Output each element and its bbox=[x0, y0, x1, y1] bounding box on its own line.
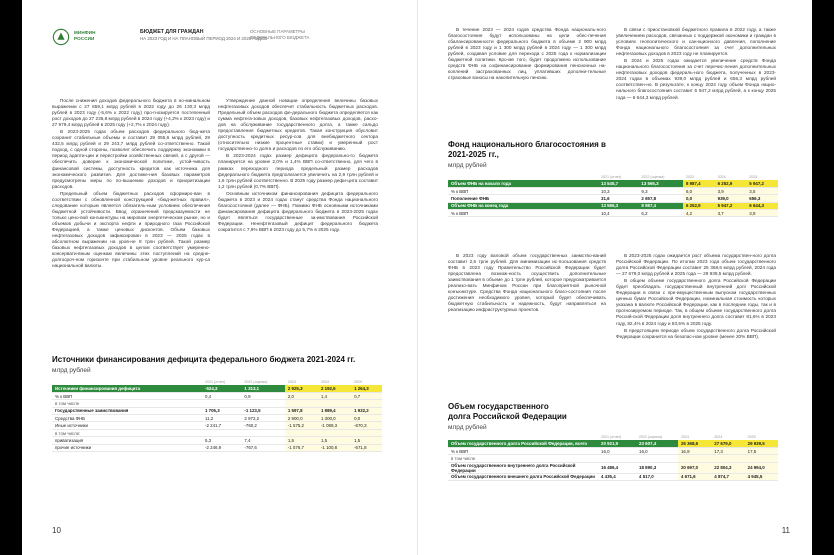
table-header-blank bbox=[448, 432, 598, 440]
table-row-label: Иные источники bbox=[52, 422, 202, 429]
paragraph: В связи с приостановкой бюджетного правила в 2022 году, а также увеличением расходов, связанных с поддержкой экономики и граждан в условиях геополитического и сан-кционного давления, пополнение Фонда национального благосостояния за счет дополнительных нефтегазовых доходов в 2023 году не планируется. bbox=[616, 27, 776, 57]
fnb-table-unit: млрд рублей bbox=[448, 162, 487, 169]
deficit-table-title: Источники финансирования дефицита федерального бюджета 2021-2024 гг. bbox=[52, 355, 356, 364]
fnb-table-title: Фонд национального благосостояния в 2021-2025 гг., bbox=[448, 140, 606, 159]
table-cell: 8 987,4 bbox=[638, 202, 683, 209]
logo-text bbox=[74, 30, 96, 41]
table-cell: 13 565,3 bbox=[598, 202, 638, 209]
table-cell: 27 679,0 bbox=[711, 440, 744, 447]
table-cell bbox=[598, 455, 636, 462]
table-row bbox=[448, 180, 778, 187]
doc-subtitle: НА 2023 ГОД И НА ПЛАНОВЫЙ ПЕРИОД 2024 И 2025 ГОДОВ bbox=[140, 36, 268, 41]
table-cell: 0,9 bbox=[241, 392, 284, 399]
table-row bbox=[448, 462, 778, 473]
table-cell: 939,0 bbox=[715, 195, 747, 202]
table-cell: 17,3 bbox=[711, 447, 744, 454]
paragraph: В 2023-2025 годах объем расходов федерального бюд-жета сохранит стабильные объемы и составит 29 055,6 млрд рублей, 29 432,5 млрд рублей и 29 243,7 млрд рублей со-ответственно. Такой подход, с одной стороны, позволит обеспечить поддержку экономики в период адапти-ции и перестройки хозяйственных связей, а с другой — обеспечить доверие к экономической политике, устой-чивость финансовой системы, доступность кредитов как источника для экономического развития. Для достиже-ния базовых параметров предусмотрены меры по по-вышению доходов и приоритизации расходов. bbox=[52, 129, 210, 189]
right-text-col-2 bbox=[616, 27, 776, 102]
page-number-right: 11 bbox=[781, 526, 790, 535]
paragraph: После снижения доходов федерального бюджета в но-минальном выражении с 27 659,1 млрд рублей в 2022 году до 26 130,3 млрд рублей в 2023 году (-5,6% к 2022 году) про-гнозируется постепенный рост доходов до 27 235,8 млрд рублей в 2024 году (+4,2% к 2023 году) и 27 979,4 млрд рублей в 2025 году (+2,7% к 2024 году). bbox=[52, 98, 210, 128]
section-line-1: ОСНОВНЫЕ ПАРАМЕТРЫ bbox=[250, 29, 306, 34]
table-cell: -760,2 bbox=[241, 422, 284, 429]
table-header-blank bbox=[448, 172, 598, 180]
table-cell: 1 705,3 bbox=[202, 407, 241, 414]
table-row bbox=[52, 407, 382, 414]
table-row bbox=[52, 444, 382, 451]
table-row bbox=[52, 415, 382, 422]
paragraph: В 2023-2025 годах ожидается рост объема государствен-ного долга Российской Федерации. По итогам 2023 года объем государственного долга Российской Федерации составит 25 368,6 млрд рублей, 2024 года — 27 679,0 млрд рублей и 2025 года — 29 939,5 млрд рублей. bbox=[616, 253, 776, 277]
logo-line-1: МИНФИН bbox=[74, 30, 96, 35]
table-cell: -524,3 bbox=[202, 385, 241, 392]
table-year-header: 2022 (оценка) bbox=[639, 435, 663, 440]
table-cell: 1,4 bbox=[318, 392, 351, 399]
table-year-header: 2022 (оценка) bbox=[641, 175, 665, 180]
section-name bbox=[250, 29, 340, 40]
minfin-logo-icon bbox=[52, 28, 70, 46]
table-row-label: Средства ФНБ bbox=[52, 415, 202, 422]
table-cell: -670,3 bbox=[351, 422, 382, 429]
table-cell: 5 947,2 bbox=[715, 202, 747, 209]
table-cell: 1 264,3 bbox=[351, 385, 382, 392]
debt-table-unit: млрд рублей bbox=[448, 424, 487, 431]
table-row-label: % к ВВП bbox=[448, 210, 598, 217]
table-header-row bbox=[448, 172, 778, 180]
table-row-label: Государственные заимствования bbox=[52, 407, 202, 414]
table-cell: 23 607,4 bbox=[636, 440, 678, 447]
table-cell: 6,0 bbox=[683, 187, 715, 194]
table-row bbox=[448, 473, 778, 480]
table-cell: 0,0 bbox=[351, 415, 382, 422]
table-year-header: 2024 bbox=[717, 175, 726, 180]
table-row bbox=[52, 429, 382, 436]
table-row-label: в том числе bbox=[448, 455, 598, 462]
table-row-label: % к ВВП bbox=[52, 392, 202, 399]
table-cell: 2 657,8 bbox=[638, 195, 683, 202]
paragraph: В 2023 году валовой объем государственных заимство-ваний составит 2,6 трлн рублей. Для минимизации ис-пользования средств ФНБ в 2023 году Правительство Российской Федерации будет предоставлена возмож-ность осуществить дополнительные заимствования в объеме до 1 трлн рублей, которое предусматривается реализо-вать Минфином России при благоприятной рыночной конъюнктуре. Средства Фонда национального благо-состояния после достижения необходимого уровня, который будет обеспечивать бюджетную стабильность и надежность, будут направляться на реализацию инфраструктурных проектов. bbox=[448, 253, 606, 313]
page-number-left: 10 bbox=[52, 526, 61, 535]
table-cell: 6,2 bbox=[638, 210, 683, 217]
table-cell: 1,5 bbox=[351, 437, 382, 444]
table-row bbox=[448, 210, 778, 217]
debt-table-title bbox=[448, 402, 567, 422]
table-cell: 5,3 bbox=[202, 437, 241, 444]
left-text-col-1 bbox=[52, 98, 210, 270]
table-row-label: Объем государственного внешнего долга Российской Федерации bbox=[448, 473, 598, 480]
table-cell: 0,7 bbox=[351, 392, 382, 399]
doc-title: БЮДЖЕТ ДЛЯ ГРАЖДАН bbox=[140, 29, 204, 35]
table-cell: 24 994,0 bbox=[745, 462, 778, 473]
table-cell: 3,5 bbox=[746, 187, 778, 194]
table-cell: 3,9 bbox=[715, 187, 747, 194]
table-cell: -1 576,7 bbox=[285, 444, 318, 451]
left-text-col-2 bbox=[218, 98, 378, 234]
table-cell: 11,2 bbox=[202, 415, 241, 422]
table-cell: 29 939,5 bbox=[745, 440, 778, 447]
deficit-table-unit: млрд рублей bbox=[52, 367, 91, 374]
debt-title-line-1: Объем государственного bbox=[448, 402, 549, 411]
page-left bbox=[22, 0, 417, 555]
table-cell: 3,7 bbox=[715, 210, 747, 217]
table-cell: 13 545,7 bbox=[598, 180, 638, 187]
table-cell bbox=[202, 400, 241, 407]
table-row-label: Объем ФНБ на конец года bbox=[448, 202, 598, 209]
table-cell bbox=[285, 400, 318, 407]
table-cell: -1 575,2 bbox=[285, 422, 318, 429]
table-cell: 6 252,9 bbox=[683, 202, 715, 209]
section-line-2: ФЕДЕРАЛЬНОГО БЮДЖЕТА bbox=[250, 34, 310, 40]
table-cell: 4 517,0 bbox=[636, 473, 678, 480]
logo-line-2: РОССИИ bbox=[74, 35, 95, 41]
table-cell: 2 900,0 bbox=[285, 415, 318, 422]
table-cell: 22 804,3 bbox=[711, 462, 744, 473]
table-cell: 2 192,6 bbox=[318, 385, 351, 392]
paragraph: Основным источником финансирования дефицита федерального бюджета в 2023 и 2024 годах станут средства Фонда национального благосостояния (далее — ФНБ). Помимо ФНБ основными источниками финансирования дефицита федерального бюджета в 2023-2025 годах будет являться государственные за-имствования Российской Федерации. Ненефтегазовый дефицит федерального бюджета сократится с 7,9% ВВП в 2023 году до 5,7% в 2025 году. bbox=[218, 190, 378, 232]
table-cell: 1,5 bbox=[318, 437, 351, 444]
table-row bbox=[52, 385, 382, 392]
table-cell: 10,3 bbox=[598, 187, 638, 194]
table-cell: -2 241,7 bbox=[202, 422, 241, 429]
table-row bbox=[448, 440, 778, 447]
table-cell bbox=[636, 455, 678, 462]
table-cell: 4,2 bbox=[683, 210, 715, 217]
table-row bbox=[52, 400, 382, 407]
fnb-table bbox=[448, 172, 778, 217]
table-cell: 16 486,4 bbox=[598, 462, 636, 473]
table-cell: 17,5 bbox=[745, 447, 778, 454]
right-text-col-1 bbox=[448, 27, 606, 82]
table-year-header: 2023 bbox=[685, 175, 694, 180]
paragraph: В 2023-2024 годах размер дефицита федерально-го бюджета планируется на уровне 2,0% и 1,4% ВВП со-ответственно, для чего в рамках переходного периода предельный размер расходов федерального бюджета предполагается увеличить на 2,9 трлн рублей и 1,6 трлн рублей соответственно. В 2025 году размер дефи-цита составит 1,2 трлн рублей (0,7% ВВП). bbox=[218, 153, 378, 189]
table-row bbox=[448, 195, 778, 202]
right-text-col-3 bbox=[448, 253, 606, 314]
table-cell: 0,4 bbox=[202, 392, 241, 399]
table-cell: -767,6 bbox=[241, 444, 284, 451]
table-cell: 4 945,5 bbox=[745, 473, 778, 480]
deficit-financing-table bbox=[52, 377, 382, 452]
table-cell: 10,4 bbox=[598, 210, 638, 217]
paragraph: Предельный объем бюджетных расходов сформиро-ван в соответствии с обновленной конструкцией «бюд-жетных правил», следование которым является обязатель-ным условием обеспечения бюджетной устойчивости. Ввод ограничений предсказуемости не только цено-вой конъюнктуры на мировом энергетическом рынке, но и объемов добычи и экспорта нефти и природного газа Российской Федерацией, а также ценовых дисконтов. Объем базовых нефтегазовых доходов зафиксирован в 2023 — 2025 годах в абсолютном выражении на уров-не 8 трлн рублей. Такой размер базовых нефтегазовых доходов в целом соответствует умеренно-консервати-вным оценкам величины этих поступлений на средне- долгосроч-ном горизонте при стабильном уровне реального кур-са национальной валюты. bbox=[52, 190, 210, 269]
table-row-label: Объем государственного внутреннего долга Российской Федерации bbox=[448, 462, 598, 473]
paragraph: В общем объеме государственного долга Российской Федерации будет преобладать государственный внутренний долг Российской Федерации в связи с пре-имущественным выпуском государственных ценных бумаг Российской Федерации, номинальная стоимость которых указана в валюте Российской Федерации, как в последние годы, так и в прогнозируемом периоде. Так, в общем объеме государственного долга Россий-ской Федерации доля внутреннего долга составит 81,6% в 2023 году, 82,4% в 2024 году и 83,5% в 2025 году. bbox=[616, 278, 776, 326]
table-cell: 4 671,6 bbox=[678, 473, 711, 480]
table-year-header: 2025 bbox=[749, 175, 758, 180]
table-cell bbox=[351, 400, 382, 407]
table-cell: 0,0 bbox=[683, 195, 715, 202]
table-row-label: прочие источники bbox=[52, 444, 202, 451]
table-year-header: 2023 bbox=[287, 380, 296, 385]
table-cell: 7,4 bbox=[241, 437, 284, 444]
table-row-label: в том числе bbox=[52, 400, 202, 407]
table-row bbox=[52, 437, 382, 444]
table-cell bbox=[241, 429, 284, 436]
table-cell: 13 565,3 bbox=[638, 180, 683, 187]
paragraph: В течение 2023 — 2024 годов средства Фонда националь-ного благосостояния будут использованы на цели обес-печения сбалансированности федерального бюджета в объеме 2 900 млрд рублей в 2023 году и 1 300 млрд рублей в 2024 году — 1 300 млрд рублей, создавая условие для перехода с 2025 года к нормализации бюджетной политики. Кро-ме того, будет продолжено использование средств ФНБ на софинансирование формирования пенсионных на-коплений застрахованных лиц, уплативших дополни-тельные страховые взносы на накопительную пенсию. bbox=[448, 27, 606, 81]
table-row-label: приватизация bbox=[52, 437, 202, 444]
table-cell bbox=[285, 429, 318, 436]
table-cell: 1 597,8 bbox=[285, 407, 318, 414]
paragraph: В 2024 и 2025 годах ожидается увеличение средств Фонда национального благосостояния за счет перечис-ления дополнительных нефтегазовых доходов федераль-ного бюджета, полученных в 2023-2024 годах в объемах 939,0 млрд рублей и 656,3 млрд рублей соответствен-но. В результате, к концу 2024 году объем Фонда нацио-нального благосостояния составит 5 947,2 млрд рублей, а к концу 2025 года — 6 644,3 млрд рублей. bbox=[616, 58, 776, 100]
table-cell: -2 246,9 bbox=[202, 444, 241, 451]
table-row bbox=[448, 202, 778, 209]
right-text-col-4 bbox=[616, 253, 776, 341]
table-cell: 2 972,2 bbox=[241, 415, 284, 422]
table-cell: 1,5 bbox=[285, 437, 318, 444]
table-row-label: в том числе: bbox=[52, 429, 202, 436]
table-row-label: % к ВВП bbox=[448, 447, 598, 454]
table-year-header: 2024 bbox=[714, 435, 723, 440]
table-row-label: Объем государственного долга Российской Федерации, всего bbox=[448, 440, 598, 447]
table-cell: -1 099,3 bbox=[318, 422, 351, 429]
table-row bbox=[448, 187, 778, 194]
table-row-label: Источники финансирования дефицита bbox=[52, 385, 202, 392]
table-cell: -1 123,5 bbox=[241, 407, 284, 414]
debt-title-line-2: долга Российской Федерации bbox=[448, 412, 567, 421]
table-cell: 20 697,0 bbox=[678, 462, 711, 473]
table-year-header: 2025 bbox=[747, 435, 756, 440]
table-header-row bbox=[448, 432, 778, 440]
table-cell: -671,8 bbox=[351, 444, 382, 451]
table-cell: 16,9 bbox=[678, 447, 711, 454]
table-cell: 9,3 bbox=[638, 187, 683, 194]
table-cell: 4 874,7 bbox=[711, 473, 744, 480]
state-debt-table bbox=[448, 432, 778, 481]
table-cell: 3,9 bbox=[746, 210, 778, 217]
table-cell: 16,0 bbox=[598, 447, 636, 454]
table-year-header: 2024 bbox=[320, 380, 329, 385]
table-row bbox=[52, 392, 382, 399]
table-cell: 656,3 bbox=[746, 195, 778, 202]
table-year-header: 2021 (отчет) bbox=[601, 435, 622, 440]
table-cell: 1 313,1 bbox=[241, 385, 284, 392]
table-cell: -1 100,8 bbox=[318, 444, 351, 451]
page-right bbox=[417, 0, 812, 555]
table-cell: 1 300,0 bbox=[318, 415, 351, 422]
paragraph: Утверждение данной новации определения величины базовых нефтегазовых доходов обеспечит стабильность бюджетных расходов. Предельный объем расходов фе-дерального бюджета определяется как сумма нефтега-зовых доходов, базовых нефтегазовых доходов, расхо-дов на обслуживание государственного долга, а также сальдо предоставления бюджетных кредитов. Такая конструкция обусловит доступность кредитных ресур-сов для внебюджетного сектора (относительно низкие процентные ставки) и умеренный рост государственно-го долга и расходов по его обслуживанию. bbox=[218, 98, 378, 152]
table-header-row bbox=[52, 377, 382, 385]
table-cell bbox=[678, 455, 711, 462]
table-header-blank bbox=[52, 377, 202, 385]
table-cell bbox=[318, 400, 351, 407]
table-row bbox=[448, 447, 778, 454]
table-cell: 31,6 bbox=[598, 195, 638, 202]
paragraph: В предстоящем периоде объем государственного долга Российской Федерации сохранится на безопас-ном уровне (менее 20% ВВП). bbox=[616, 327, 776, 339]
table-cell: 8 987,4 bbox=[683, 180, 715, 187]
table-cell bbox=[351, 429, 382, 436]
table-cell: 6 644,3 bbox=[746, 202, 778, 209]
table-cell: 1 932,2 bbox=[351, 407, 382, 414]
table-row bbox=[448, 455, 778, 462]
table-year-header: 2023 bbox=[680, 435, 689, 440]
table-cell bbox=[745, 455, 778, 462]
table-cell: 4 435,4 bbox=[598, 473, 636, 480]
table-cell bbox=[241, 400, 284, 407]
table-year-header: 2022 (оценка) bbox=[244, 380, 268, 385]
table-cell bbox=[318, 429, 351, 436]
table-cell: 16,0 bbox=[636, 447, 678, 454]
table-cell: 5 947,2 bbox=[746, 180, 778, 187]
table-year-header: 2025 bbox=[354, 380, 363, 385]
page-header bbox=[52, 28, 397, 50]
table-year-header: 2021 (отчет) bbox=[601, 175, 622, 180]
table-cell: 20 921,9 bbox=[598, 440, 636, 447]
table-cell bbox=[202, 429, 241, 436]
table-year-header: 2021 (отчет) bbox=[205, 380, 226, 385]
table-cell: 2 925,3 bbox=[285, 385, 318, 392]
table-row-label: Пополнение ФНБ bbox=[448, 195, 598, 202]
table-cell: 25 368,6 bbox=[678, 440, 711, 447]
table-cell: 1 989,4 bbox=[318, 407, 351, 414]
table-row bbox=[52, 422, 382, 429]
table-row-label: Объем ФНБ на начало года bbox=[448, 180, 598, 187]
table-cell bbox=[711, 455, 744, 462]
table-row-label: % к ВВП bbox=[448, 187, 598, 194]
table-cell: 18 890,3 bbox=[636, 462, 678, 473]
table-cell: 6 252,9 bbox=[715, 180, 747, 187]
table-cell: 2,0 bbox=[285, 392, 318, 399]
document-spread bbox=[22, 0, 812, 555]
